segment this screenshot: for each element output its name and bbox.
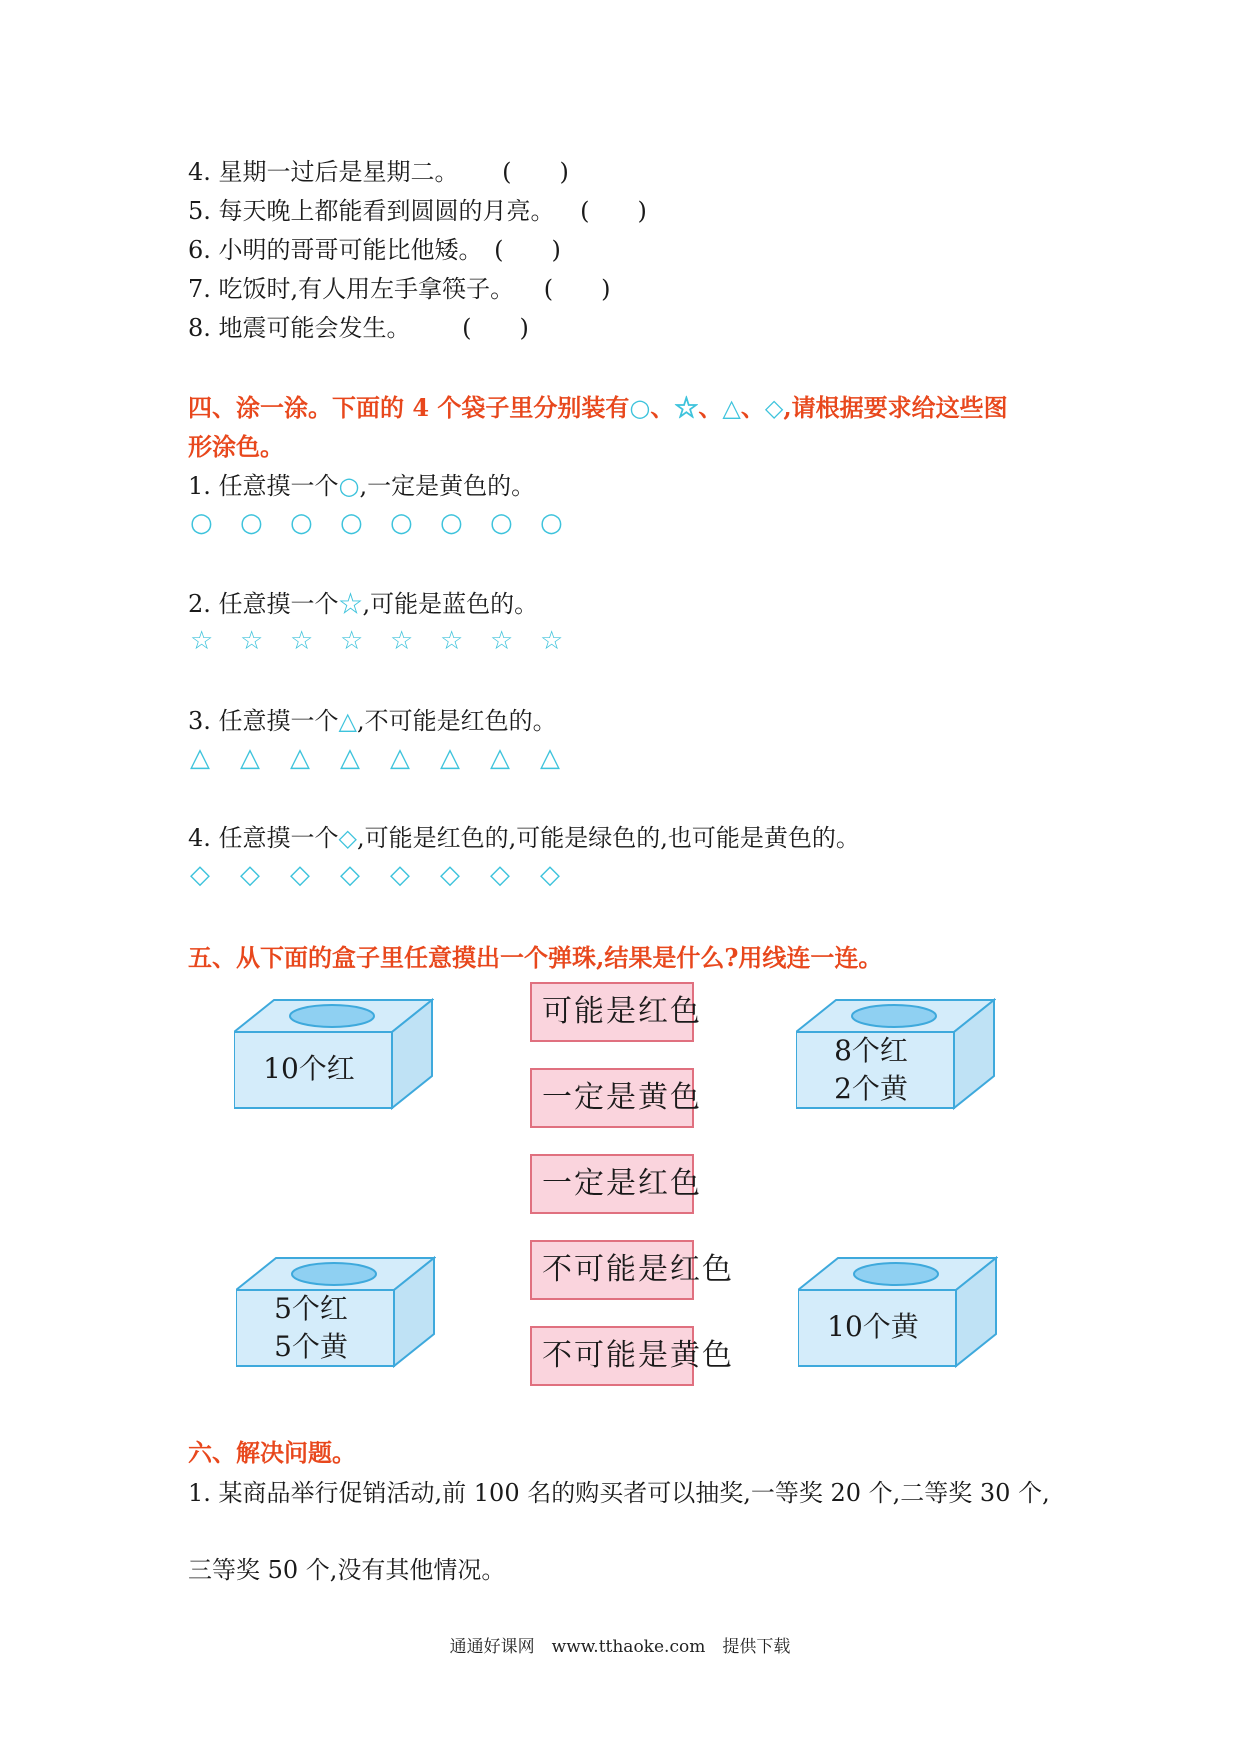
answer-paren[interactable]: ( ) <box>580 197 647 225</box>
triangle-icon[interactable]: △ <box>240 743 260 773</box>
q-text: 2. 任意摸一个 <box>188 590 339 618</box>
triangle-icon[interactable]: △ <box>490 743 510 773</box>
diamond-icon[interactable]: ◇ <box>490 860 510 890</box>
triangle-row <box>190 743 590 773</box>
separator: 、 <box>740 393 765 422</box>
footer-credit: 通通好课网 www.tthaoke.com 提供下载 <box>449 1637 791 1657</box>
judge-item-6 <box>188 234 561 266</box>
triangle-icon[interactable]: △ <box>340 743 360 773</box>
star-row <box>190 626 590 656</box>
option-impossible-red[interactable]: 不可能是红色 <box>530 1240 694 1300</box>
section4-title-text: 四、涂一涂。下面的 4 个袋子里分别装有 <box>188 393 630 422</box>
option-certainly-red[interactable]: 一定是红色 <box>530 1154 694 1214</box>
q-text: ,可能是红色的,可能是绿色的,也可能是黄色的。 <box>357 824 860 852</box>
diamond-icon[interactable]: ◇ <box>340 860 360 890</box>
triangle-icon[interactable]: △ <box>540 743 560 773</box>
section5-title: 五、从下面的盒子里任意摸出一个弹珠,结果是什么?用线连一连。 <box>188 943 883 972</box>
circle-row <box>190 508 590 538</box>
option-maybe-red[interactable]: 可能是红色 <box>530 982 694 1042</box>
section4-q1 <box>188 470 535 502</box>
star-icon[interactable]: ☆ <box>490 626 514 656</box>
star-icon: ☆ <box>338 590 363 618</box>
marble-box-10-yellow[interactable] <box>798 1254 998 1372</box>
circle-icon[interactable]: ○ <box>390 508 413 538</box>
section4-title-text-b: ,请根据要求给这些图 <box>783 393 1008 422</box>
answer-paren[interactable]: ( ) <box>543 275 611 303</box>
diamond-icon: ◇ <box>764 393 784 422</box>
star-icon[interactable]: ☆ <box>240 626 264 656</box>
answer-paren[interactable]: ( ) <box>502 158 569 186</box>
section6-q1-line2: 三等奖 50 个,没有其他情况。 <box>188 1556 506 1584</box>
diamond-icon[interactable]: ◇ <box>390 860 410 890</box>
diamond-icon[interactable]: ◇ <box>190 860 210 890</box>
circle-icon[interactable]: ○ <box>190 508 213 538</box>
diamond-icon: ◇ <box>338 824 357 852</box>
judge-item-5 <box>188 195 647 227</box>
circle-icon: ○ <box>629 393 651 422</box>
star-icon: ☆ <box>674 393 699 422</box>
triangle-icon[interactable]: △ <box>190 743 210 773</box>
circle-icon[interactable]: ○ <box>290 508 313 538</box>
q-text: 4. 任意摸一个 <box>188 824 339 852</box>
judge-item-7 <box>188 273 611 305</box>
triangle-icon: △ <box>722 393 741 422</box>
circle-icon[interactable]: ○ <box>240 508 263 538</box>
star-icon[interactable]: ☆ <box>290 626 314 656</box>
triangle-icon[interactable]: △ <box>290 743 310 773</box>
answer-paren[interactable]: ( ) <box>494 236 561 264</box>
star-icon[interactable]: ☆ <box>390 626 414 656</box>
marble-box-8-red-2-yellow[interactable] <box>796 996 996 1114</box>
judge-text: 5. 每天晚上都能看到圆圆的月亮。 <box>188 197 555 225</box>
star-icon[interactable]: ☆ <box>190 626 214 656</box>
answer-paren[interactable]: ( ) <box>462 314 529 342</box>
star-icon[interactable]: ☆ <box>340 626 364 656</box>
judge-text: 7. 吃饭时,有人用左手拿筷子。 <box>188 275 515 303</box>
circle-icon[interactable]: ○ <box>540 508 563 538</box>
section4-title-cont: 形涂色。 <box>188 432 284 461</box>
separator: 、 <box>650 393 675 422</box>
option-impossible-yellow[interactable]: 不可能是黄色 <box>530 1326 694 1386</box>
triangle-icon[interactable]: △ <box>440 743 460 773</box>
judge-text: 6. 小明的哥哥可能比他矮。 <box>188 236 483 264</box>
diamond-icon[interactable]: ◇ <box>240 860 260 890</box>
section6-title: 六、解决问题。 <box>188 1438 356 1467</box>
section4-q3 <box>188 705 557 737</box>
triangle-icon[interactable]: △ <box>390 743 410 773</box>
marble-box-10-red[interactable] <box>234 996 434 1114</box>
box-label: 10个黄 <box>827 1310 919 1343</box>
separator: 、 <box>698 393 723 422</box>
circle-icon[interactable]: ○ <box>340 508 363 538</box>
judge-text: 4. 星期一过后是星期二。 <box>188 158 459 186</box>
section4-q2 <box>188 588 538 620</box>
triangle-icon: △ <box>338 707 357 735</box>
q-text: 3. 任意摸一个 <box>188 707 339 735</box>
q-text: ,可能是蓝色的。 <box>362 590 539 618</box>
section4-title <box>188 392 1008 424</box>
judge-text: 8. 地震可能会发生。 <box>188 314 411 342</box>
section4-q4 <box>188 822 860 854</box>
judge-item-4 <box>188 156 569 188</box>
star-icon[interactable]: ☆ <box>440 626 464 656</box>
circle-icon: ○ <box>338 472 360 500</box>
option-certainly-yellow[interactable]: 一定是黄色 <box>530 1068 694 1128</box>
q-text: ,一定是黄色的。 <box>359 472 536 500</box>
q-text: ,不可能是红色的。 <box>357 707 557 735</box>
diamond-icon[interactable]: ◇ <box>440 860 460 890</box>
diamond-icon[interactable]: ◇ <box>540 860 560 890</box>
box-label: 2个黄 <box>834 1072 908 1105</box>
q-text: 1. 任意摸一个 <box>188 472 339 500</box>
circle-icon[interactable]: ○ <box>490 508 513 538</box>
judge-item-8 <box>188 312 529 344</box>
diamond-icon[interactable]: ◇ <box>290 860 310 890</box>
box-label: 5个黄 <box>274 1330 348 1363</box>
star-icon[interactable]: ☆ <box>540 626 564 656</box>
diamond-row <box>190 860 590 890</box>
box-label: 8个红 <box>834 1034 908 1067</box>
marble-box-5-red-5-yellow[interactable] <box>236 1254 436 1372</box>
section6-q1-line1: 1. 某商品举行促销活动,前 100 名的购买者可以抽奖,一等奖 20 个,二等奖 30 个, <box>188 1479 1050 1507</box>
box-label: 10个红 <box>263 1052 355 1085</box>
box-label: 5个红 <box>274 1292 348 1325</box>
circle-icon[interactable]: ○ <box>440 508 463 538</box>
